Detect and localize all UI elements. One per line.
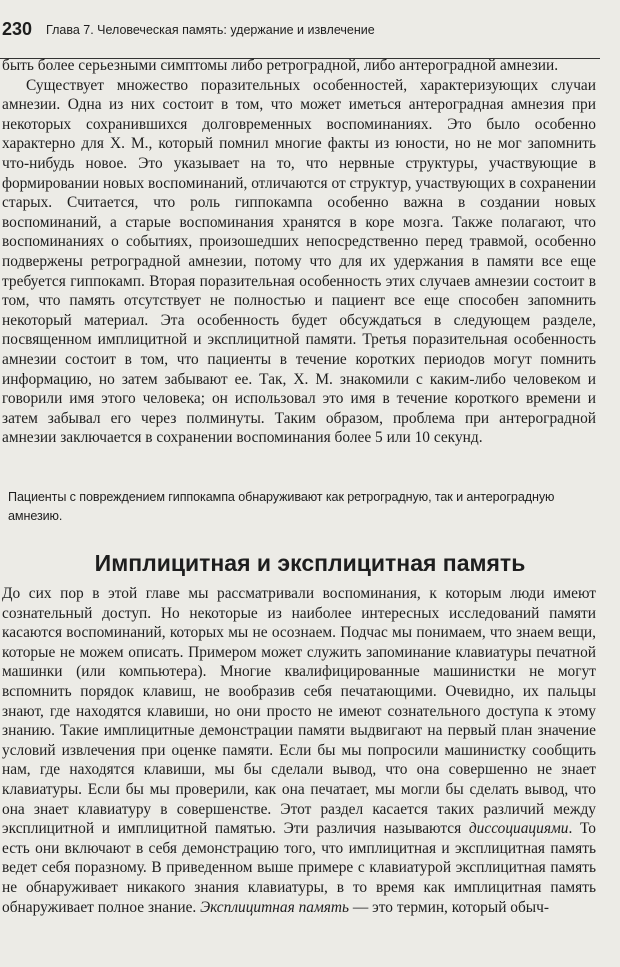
paragraph-text-3: — это термин, который обыч-	[349, 898, 550, 916]
paragraph-text-2: . То есть они включают в себя демонстрацию того, что имплицитная и эксплицитная память ведет себя поразному. В приведенном выше примере с клавиатурой эксплицитная память не обнаруживает никакого знания клавиатуры, в то время как имплицитная память обнаруживает полное знание.	[2, 820, 596, 916]
text-block-top	[2, 56, 596, 448]
page-header	[0, 18, 620, 42]
page-number: 230	[2, 19, 33, 39]
paragraph-implicit-explicit	[2, 584, 596, 917]
text-block-section	[2, 584, 596, 917]
margin-summary: Пациенты с повреждением гиппокампа обнаруживают как ретроградную, так и антероградную амнезию.	[8, 490, 555, 523]
term-dissociations: диссоциациями	[468, 820, 569, 838]
term-explicit-memory: Эксплицитная память	[200, 898, 350, 916]
paragraph-amnesia-features: Существует множество поразительных особенностей, характеризующих случаи амнезии. Одна из них состоит в том, что может иметься антероградная амнезия при некоторых сохранившихся долговременных воспоминаниях. Это было особенно характерно для Х. М., который помнил многие факты из юности, но не мог запомнить что-нибудь новое. Это указывает на то, что нервные структуры, участвующие в формировании новых воспоминаний, отличаются от структур, участвующих в сохранении старых. Считается, что роль гиппокампа особенно важна в создании новых воспоминаний, а старые воспоминания хранятся в коре мозга. Также полагают, что воспоминаниях о событиях, произошедших непосредственно перед травмой, особенно подвержены ретроградной амнезии, потому что для их удержания в памяти все еще требуется гиппокамп. Вторая поразительная особенность этих случаев амнезии состоит в том, что память отсутствует не полностью и пациент все еще способен запомнить некоторый материал. Эта особенность будет обсуждаться в следующем разделе, посвященном имплицитной и эксплицитной памяти. Третья поразительная особенность амнезии состоит в том, что пациенты в течение коротких периодов могут помнить информацию, но затем забывают ее. Так, Х. М. знакомили с каким-либо человеком и говорили имя этого человека; он использовал это имя в течение короткого времени и затем забывал его через полминуты. Таким образом, проблема при антероградной амнезии заключается в сохранении воспоминания более 5 или 10 секунд.	[2, 76, 597, 447]
section-heading: Имплицитная и эксплицитная память	[94, 550, 526, 576]
paragraph-continued: быть более серьезными симптомы либо ретроградной, либо антероградной амнезии.	[2, 57, 559, 74]
running-title: Глава 7. Человеческая память: удержание и извлечение	[46, 23, 375, 37]
paragraph-text-1: До сих пор в этой главе мы рассматривали воспоминания, к которым люди имеют сознательный доступ. Но некоторые из наиболее интересных исследований памяти касаются воспоминаний, которых мы не осознаем. Подчас мы понимаем, что знаем вещи, которые не можем описать. Примером может служить запоминание клавиатуры печатной машинки (или компьютера). Многие квалифицированные машинистки не могут вспомнить порядок клавиш, не вообразив себя печатающими. Очевидно, их пальцы знают, где находятся клавиши, но они просто не имеют сознательного доступа к этому знанию. Такие имплицитные демонстрации памяти выдвигают на первый план значение условий извлечения при оценке памяти. Если бы мы попросили машинистку сообщить нам, где находятся клавиши, мы бы сделали вывод, что она совершенно не знает клавиатуры. Если бы мы проверили, как она печатает, мы могли бы сделать вывод, что она знает клавиатуру в совершенстве. Этот раздел касается таких различий между эксплицитной и имплицитной памятью. Эти различия называются	[2, 585, 596, 838]
